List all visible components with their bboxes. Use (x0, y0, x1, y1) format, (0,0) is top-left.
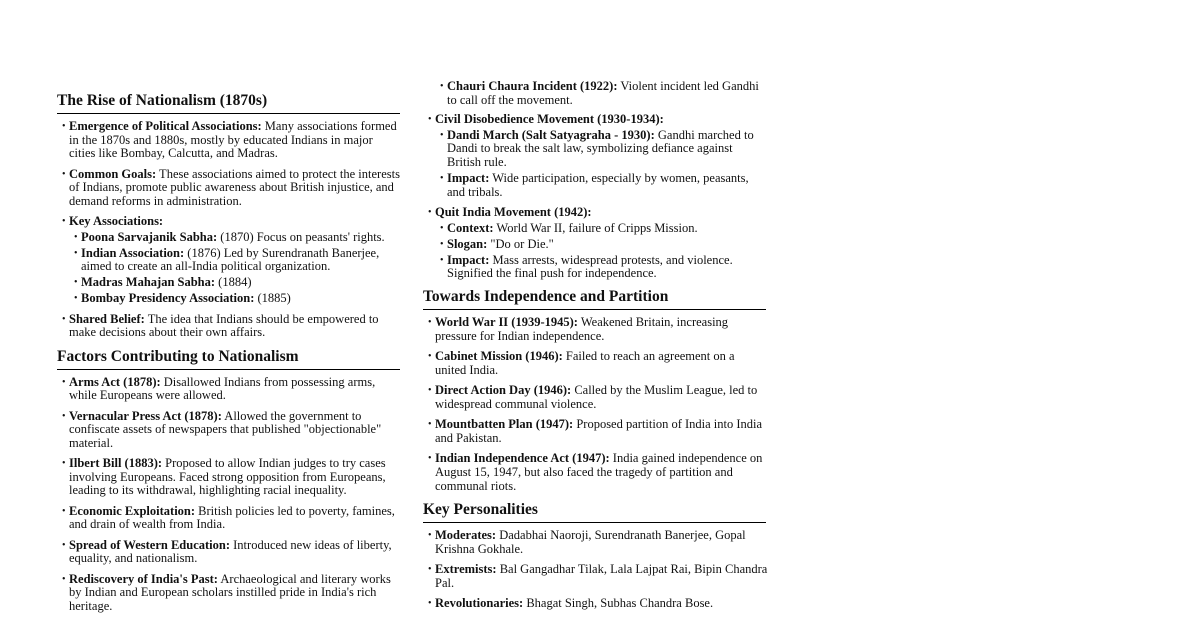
factors-list (57, 376, 402, 614)
list-item (435, 418, 768, 445)
item-term: Poona Sarvajanik Sabha: (81, 229, 218, 244)
quit-india-sublist (435, 222, 768, 281)
item-text: Mass arrests, widespread protests, and violence. Signified the final push for independence. (447, 252, 733, 281)
list-item (435, 384, 768, 411)
item-text: Bhagat Singh, Subhas Chandra Bose. (523, 595, 714, 610)
item-term: Quit India Movement (1942): (435, 204, 592, 219)
sub-list-item (81, 231, 402, 245)
list-item (435, 529, 768, 556)
section-title-independence-partition: Towards Independence and Partition (423, 287, 766, 310)
left-column (57, 91, 402, 620)
item-text: India gained independence on August 15, 1947, but also faced the tragedy of partition and communal riots. (435, 451, 763, 493)
list-item (69, 120, 402, 161)
list-item (435, 597, 768, 611)
item-term: Context: (447, 220, 494, 235)
section-title-factors: Factors Contributing to Nationalism (57, 347, 400, 370)
item-text: Proposed to allow Indian judges to try cases involving Europeans. Faced strong opposition from Europeans, leading to its withdrawal, highlighting racial inequality. (69, 456, 386, 498)
item-text: These associations aimed to protect the interests of Indians, promote public awareness about British injustice, and demand reforms in administration. (69, 166, 400, 208)
item-text: Disallowed Indians from possessing arms, while Europeans were allowed. (69, 374, 376, 403)
item-term: World War II (1939-1945): (435, 315, 578, 330)
item-text: World War II, failure of Cripps Mission. (493, 220, 698, 235)
item-text: The idea that Indians should be empowered to make decisions about their own affairs. (69, 311, 379, 340)
item-term: Common Goals: (69, 166, 157, 181)
personalities-list (423, 529, 768, 611)
item-text: (1885) (254, 291, 291, 306)
item-term: Madras Mahajan Sabha: (81, 275, 216, 290)
list-item (435, 563, 768, 590)
item-text: (1884) (215, 275, 252, 290)
item-text: Allowed the government to confiscate assets of newspapers that published "objectionable" material. (69, 408, 382, 450)
list-item (435, 350, 768, 377)
item-text: Violent incident led Gandhi to call off the movement. (447, 79, 759, 107)
item-term: Direct Action Day (1946): (435, 383, 572, 398)
item-text: Called by the Muslim League, led to widespread communal violence. (435, 383, 758, 412)
civil-disobedience-sublist (435, 129, 768, 199)
section-title-key-personalities: Key Personalities (423, 500, 766, 523)
item-text: Many associations formed in the 1870s and 1880s, mostly by educated Indians in major cities like Bombay, Calcutta, and Madras. (69, 119, 397, 161)
list-item (447, 80, 768, 107)
item-term: Mountbatten Plan (1947): (435, 417, 574, 432)
item-term: Key Associations: (69, 214, 164, 229)
continued-list (423, 80, 768, 107)
item-term: Indian Independence Act (1947): (435, 451, 610, 466)
item-term: Impact: (447, 170, 490, 185)
item-text: (1876) Led by Surendranath Banerjee, aimed to create an all-India political organization. (81, 245, 380, 274)
movements-list (423, 113, 768, 281)
list-item (435, 452, 768, 493)
sub-list-item (81, 276, 402, 290)
sub-list-item (447, 129, 768, 170)
list-item (69, 376, 402, 403)
item-term: Moderates: (435, 528, 497, 542)
sub-list-item (447, 238, 768, 252)
item-text: (1870) Focus on peasants' rights. (217, 229, 385, 244)
item-text: Failed to reach an agreement on a united India. (435, 349, 735, 378)
list-item (69, 215, 402, 306)
item-text: British policies led to poverty, famines, and drain of wealth from India. (69, 503, 395, 532)
list-item (69, 539, 402, 566)
rise-of-nationalism-list (57, 120, 402, 340)
item-term: Bombay Presidency Association: (81, 291, 255, 306)
item-term: Slogan: (447, 236, 488, 251)
sub-list-item (447, 172, 768, 199)
list-item (435, 113, 768, 199)
independence-list (423, 316, 768, 493)
item-text: Dadabhai Naoroji, Surendranath Banerjee, Gopal Krishna Gokhale. (435, 528, 746, 556)
item-term: Ilbert Bill (1883): (69, 456, 163, 471)
key-associations-sublist (69, 231, 402, 306)
item-term: Civil Disobedience Movement (1930-1934): (435, 112, 664, 127)
sub-list-item (81, 247, 402, 274)
item-text: Gandhi marched to Dandi to break the salt law, symbolizing defiance against British rule. (447, 127, 754, 169)
item-term: Revolutionaries: (435, 595, 524, 610)
item-text: Bal Gangadhar Tilak, Lala Lajpat Rai, Bipin Chandra Pal. (435, 561, 768, 590)
item-term: Shared Belief: (69, 311, 145, 326)
item-term: Economic Exploitation: (69, 503, 196, 518)
list-item (435, 316, 768, 343)
item-term: Dandi March (Salt Satyagraha - 1930): (447, 127, 655, 142)
item-text: Introduced new ideas of liberty, equality, and nationalism. (69, 537, 392, 566)
item-term: Arms Act (1878): (69, 374, 161, 389)
right-column (423, 80, 768, 617)
list-item (69, 168, 402, 209)
item-term: Vernacular Press Act (1878): (69, 408, 222, 423)
list-item (69, 505, 402, 532)
item-term: Rediscovery of India's Past: (69, 571, 218, 586)
list-item (69, 313, 402, 340)
item-text: Weakened Britain, increasing pressure for Indian independence. (435, 315, 729, 344)
item-term: Emergence of Political Associations: (69, 119, 262, 133)
item-term: Impact: (447, 252, 490, 267)
sub-list-item (447, 222, 768, 236)
list-item (435, 206, 768, 281)
item-text: Archaeological and literary works by Indian and European scholars instilled pride in India's rich heritage. (69, 571, 391, 613)
list-item (69, 410, 402, 451)
item-term: Chauri Chaura Incident (1922): (447, 79, 618, 93)
list-item (69, 457, 402, 498)
item-term: Cabinet Mission (1946): (435, 349, 563, 364)
item-text: Proposed partition of India into India and Pakistan. (435, 417, 763, 446)
section-title-rise-of-nationalism: The Rise of Nationalism (1870s) (57, 91, 400, 114)
item-term: Extremists: (435, 561, 497, 576)
list-item (69, 573, 402, 614)
item-term: Indian Association: (81, 245, 185, 260)
sub-list-item (81, 292, 402, 306)
item-term: Spread of Western Education: (69, 537, 231, 552)
sub-list-item (447, 254, 768, 281)
item-text: Wide participation, especially by women, peasants, and tribals. (447, 170, 749, 199)
item-text: "Do or Die." (487, 236, 554, 251)
